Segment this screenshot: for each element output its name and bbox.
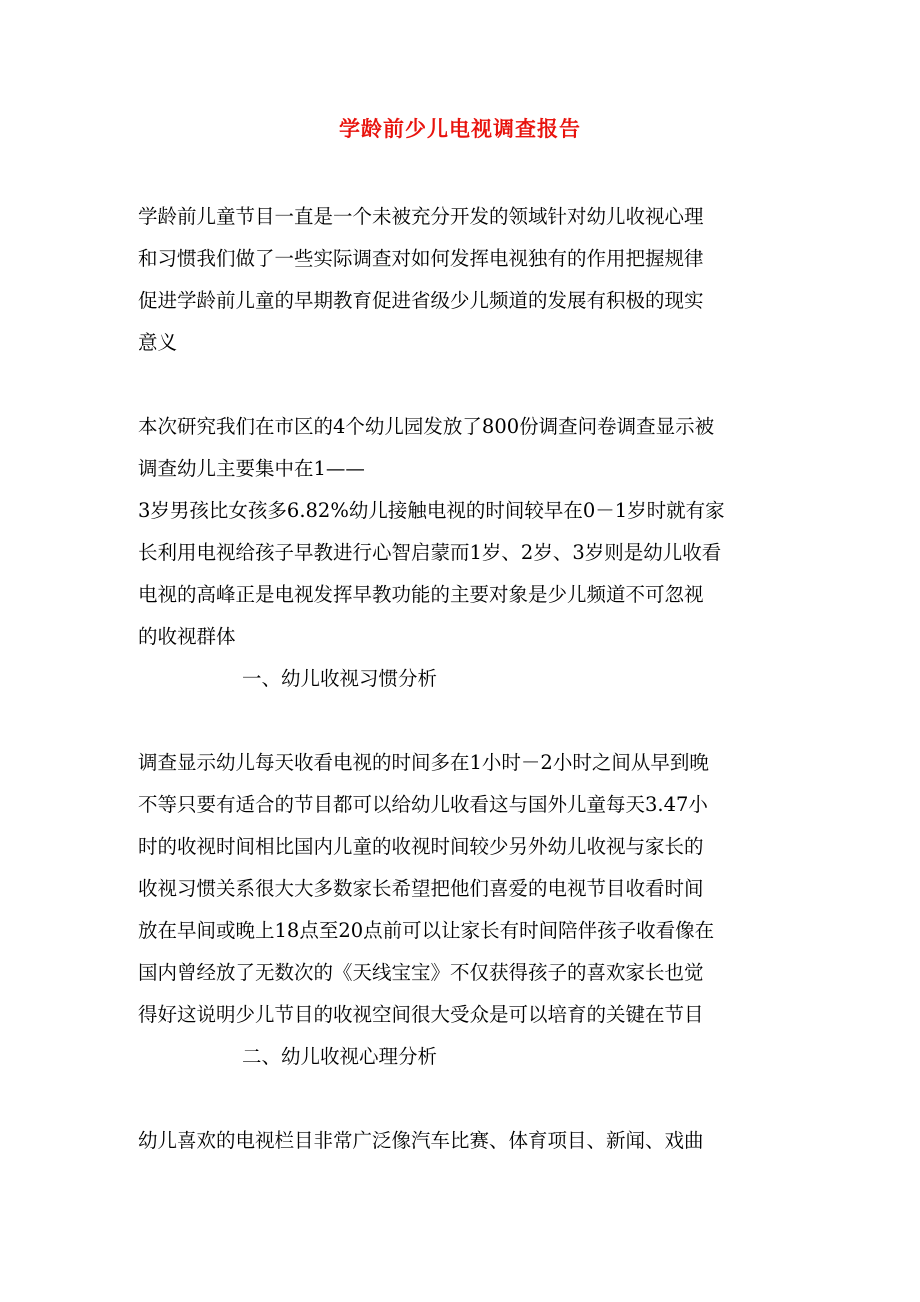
paragraph-viewing-psychology [138,1120,778,1162]
paragraph-viewing-habits [138,742,778,1036]
text-line: 国内曾经放了无数次的《天线宝宝》不仅获得孩子的喜欢家长也觉 [138,961,704,984]
text-line: 意义 [138,331,178,354]
text-line: 不等只要有适合的节目都可以给幼儿收看这与国外儿童每天3.47小 [138,793,708,816]
text-line: 和习惯我们做了一些实际调查对如何发挥电视独有的作用把握规律 [138,247,704,270]
document-title: 学龄前少儿电视调查报告 [339,116,581,141]
text-line: 本次研究我们在市区的4个幼儿园发放了800份调查问卷调查显示被 [138,415,715,438]
text-line: 时的收视时间相比国内儿童的收视时间较少另外幼儿收视与家长的 [138,835,704,858]
text-line: 促进学龄前儿童的早期教育促进省级少儿频道的发展有积极的现实 [138,289,704,312]
text-line: 收视习惯关系很大大多数家长希望把他们喜爱的电视节目收看时间 [138,877,704,900]
text-line: 学龄前儿童节目一直是一个未被充分开发的领域针对幼儿收视心理 [138,205,704,228]
paragraph-survey [138,406,778,658]
paragraph-intro [138,196,778,364]
text-line: 3岁男孩比女孩多6.82%幼儿接触电视的时间较早在0－1岁时就有家 [138,499,725,522]
text-line: 得好这说明少儿节目的收视空间很大受众是可以培育的关键在节目 [138,1003,704,1026]
text-line: 长利用电视给孩子早教进行心智启蒙而1岁、2岁、3岁则是幼儿收看 [138,541,722,564]
text-line: 调查显示幼儿每天收看电视的时间多在1小时－2小时之间从早到晚 [138,751,709,774]
section-heading-viewing-psychology: 二、幼儿收视心理分析 [242,1045,438,1068]
text-line: 幼儿喜欢的电视栏目非常广泛像汽车比赛、体育项目、新闻、戏曲 [138,1129,704,1152]
section-heading-viewing-habits: 一、幼儿收视习惯分析 [242,667,438,690]
text-line: 的收视群体 [138,625,236,648]
text-line: 电视的高峰正是电视发挥早教功能的主要对象是少儿频道不可忽视 [138,583,704,606]
text-line: 调查幼儿主要集中在1—— [138,457,365,480]
text-line: 放在早间或晚上18点至20点前可以让家长有时间陪伴孩子收看像在 [138,919,715,942]
